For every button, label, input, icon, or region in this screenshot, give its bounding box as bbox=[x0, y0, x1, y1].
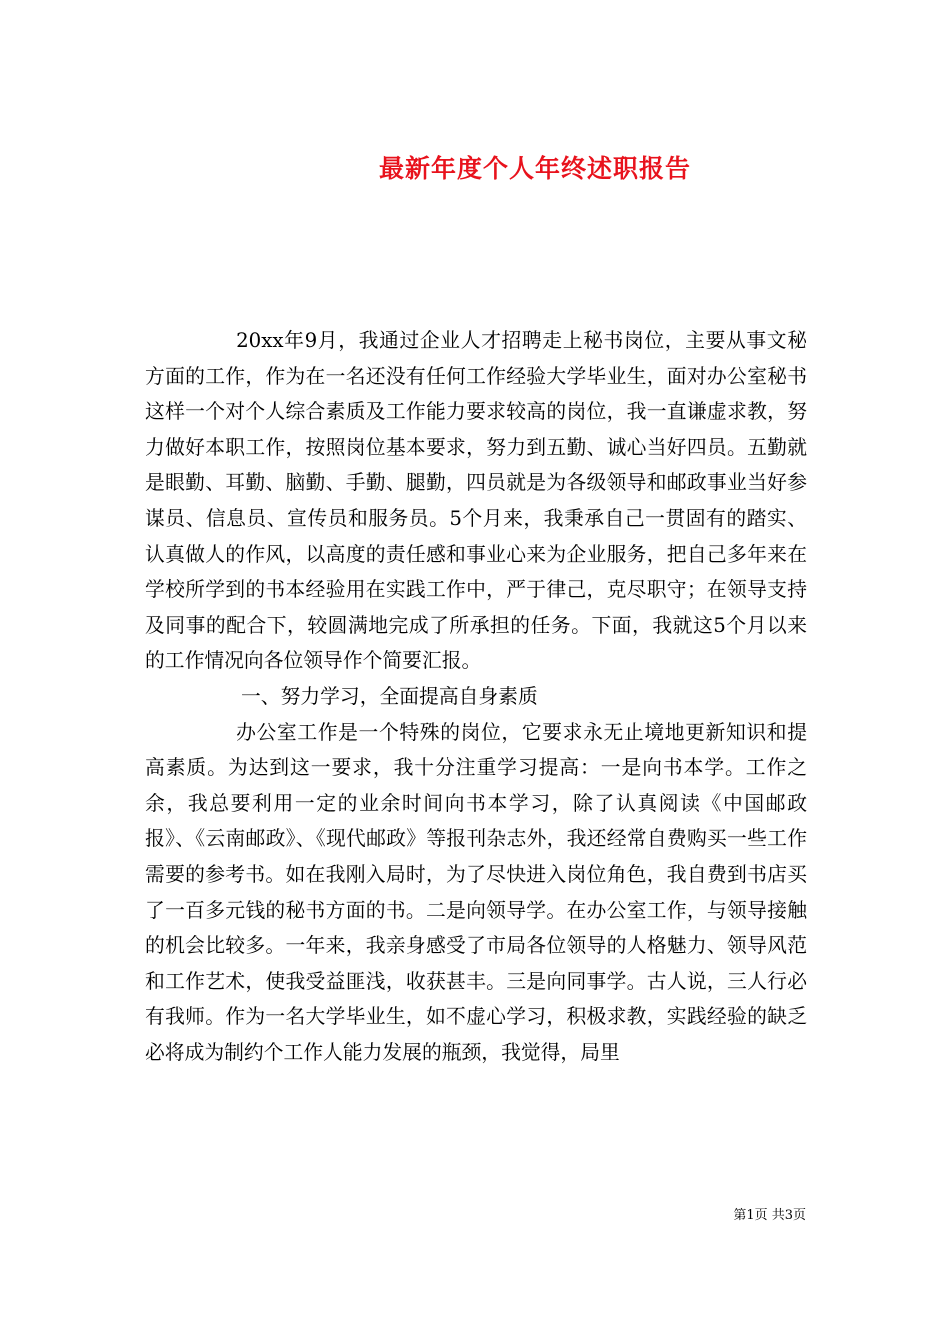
page-title: 最新年度个人年终述职报告 bbox=[378, 153, 691, 183]
page-indicator: 第1页 共3页 bbox=[733, 1208, 806, 1223]
intro-paragraph: 20xx年9月，我通过企业人才招聘走上秘书岗位，主要从事文秘方面的工作，作为在一名还没有任何工作经验大学毕业生，面对办公室秘书这样一个对个人综合素质及工作能力要求较高的岗位，我一直谦虚求教，努力做好本职工作，按照岗位基本要求，努力到五勤、诚心当好四员。五勤就是眼勤、耳勤、脑勤、手勤、腿勤，四员就是为各级领导和邮政事业当好参谋员、信息员、宣传员和服务员。5个月来，我秉承自己一贯固有的踏实、认真做人的作风，以高度的责任感和事业心来为企业服务，把自己多年来在学校所学到的书本经验用在实践工作中，严于律己，克尽职守；在领导支持及同事的配合下，较圆满地完成了所承担的任务。下面，我就这5个月以来的工作情况向各位领导作个简要汇报。 bbox=[145, 329, 807, 673]
section-paragraph: 办公室工作是一个特殊的岗位，它要求永无止境地更新知识和提高素质。为达到这一要求，我十分注重学习提高：一是向书本学。工作之余，我总要利用一定的业余时间向书本学习，除了认真阅读《中国邮政报》、《云南邮政》、《现代邮政》等报刊杂志外，我还经常自费购买一些工作需要的参考书。如在我刚入局时，为了尽快进入岗位角色，我自费到书店买了一百多元钱的秘书方面的书。二是向领导学。在办公室工作，与领导接触的机会比较多。一年来，我亲身感受了市局各位领导的人格魅力、领导风范和工作艺术，使我受益匪浅，收获甚丰。三是向同事学。古人说，三人行必有我师。作为一名大学毕业生，如不虚心学习，积极求教，实践经验的缺乏必将成为制约个工作人能力发展的瓶颈，我觉得，局里 bbox=[145, 720, 807, 1064]
section-heading: 一、努力学习，全面提高自身素质 bbox=[241, 684, 538, 708]
document-body bbox=[145, 323, 807, 1070]
